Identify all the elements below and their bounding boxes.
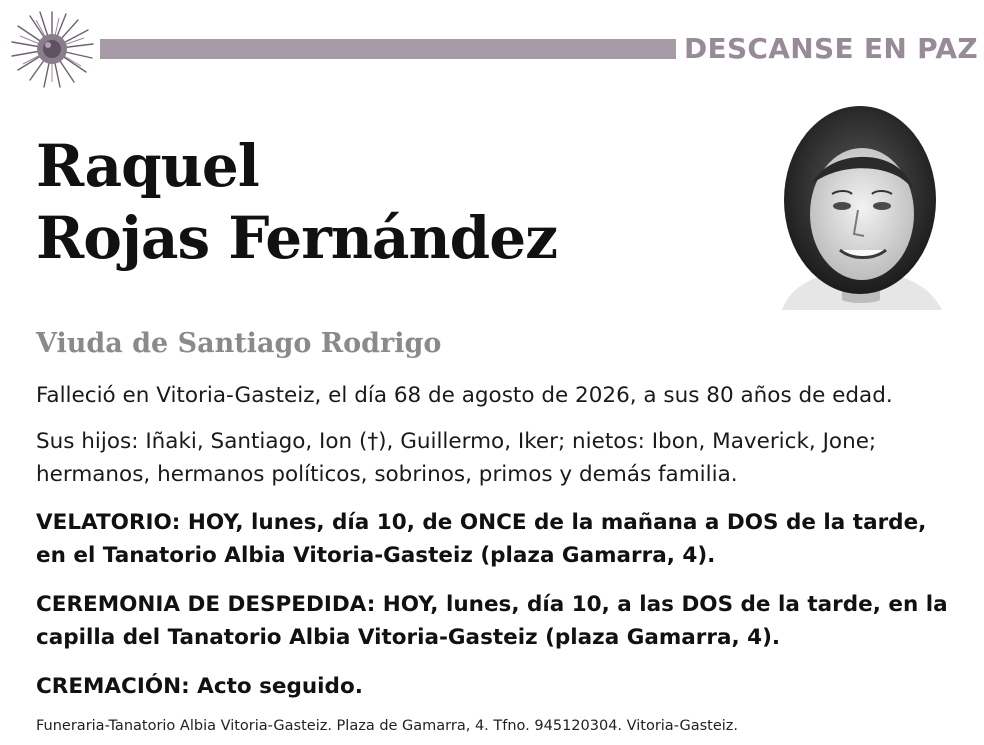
funeral-home-footer: Funeraria-Tanatorio Albia Vitoria-Gasteiz. Plaza de Gamarra, 4. Tfno. 945120304. Vitoria-Gasteiz. xyxy=(36,718,738,734)
deceased-name xyxy=(36,130,557,274)
surnames: Rojas Fernández xyxy=(36,204,558,272)
header-bar xyxy=(100,39,676,59)
spouse-line: Viuda de Santiago Rodrigo xyxy=(36,328,442,359)
thistle-flower-icon xyxy=(8,8,96,90)
wake-paragraph: VELATORIO: HOY, lunes, día 10, de ONCE de la mañana a DOS de la tarde, en el Tanatorio Albia Vitoria-Gasteiz (plaza Gamarra, 4). xyxy=(36,510,927,568)
ceremony-paragraph: CEREMONIA DE DESPEDIDA: HOY, lunes, día 10, a las DOS de la tarde, en la capilla del Tanatorio Albia Vitoria-Gasteiz (plaza Gamarra, 4). xyxy=(36,592,948,650)
header-title: DESCANSE EN PAZ xyxy=(684,32,978,65)
portrait-photo xyxy=(772,104,948,310)
death-paragraph: Falleció en Vitoria-Gasteiz, el día 68 de agosto de 2026, a sus 80 años de edad. xyxy=(36,383,893,408)
cremation-paragraph: CREMACIÓN: Acto seguido. xyxy=(36,674,363,699)
family-paragraph: Sus hijos: Iñaki, Santiago, Ion (†), Guillermo, Iker; nietos: Ibon, Maverick, Jone; hermanos, hermanos políticos, sobrinos, primos y demás familia. xyxy=(36,429,877,487)
first-name: Raquel xyxy=(36,132,259,200)
